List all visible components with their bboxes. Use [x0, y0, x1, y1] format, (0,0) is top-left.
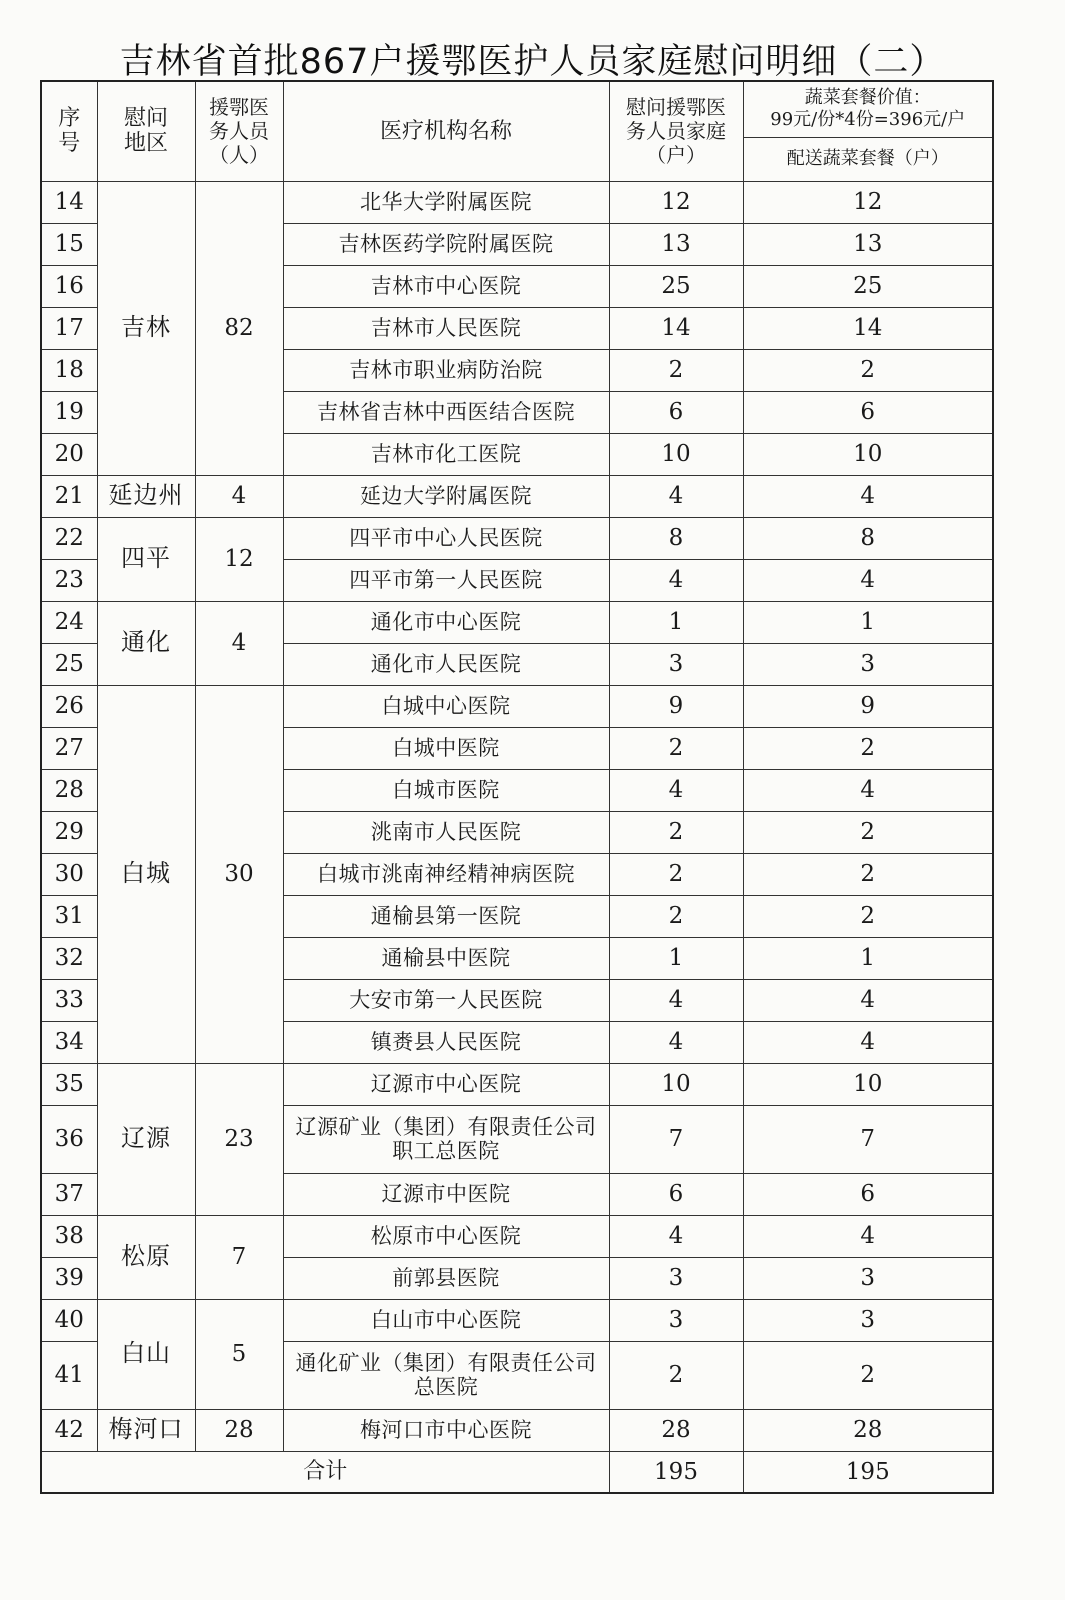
- seq-cell: 21: [41, 475, 97, 517]
- region-cell: 延边州: [97, 475, 195, 517]
- header-institution: 医疗机构名称: [283, 81, 609, 181]
- packages-cell: 9: [743, 685, 993, 727]
- total-label: 合计: [41, 1451, 609, 1493]
- seq-cell: 25: [41, 643, 97, 685]
- institution-cell: [283, 937, 609, 979]
- institution-cell: [283, 1215, 609, 1257]
- households-cell: 7: [609, 1105, 743, 1173]
- households-cell: 4: [609, 559, 743, 601]
- institution-cell: [283, 181, 609, 223]
- packages-cell: 2: [743, 811, 993, 853]
- packages-cell: 1: [743, 601, 993, 643]
- seq-cell: 37: [41, 1173, 97, 1215]
- staff-cell: 82: [195, 181, 283, 475]
- institution-name-line: 梅河口市中心医院: [360, 1417, 532, 1442]
- households-cell: 9: [609, 685, 743, 727]
- region-cell: 松原: [97, 1215, 195, 1299]
- packages-cell: 4: [743, 1021, 993, 1063]
- seq-cell: 39: [41, 1257, 97, 1299]
- households-cell: 4: [609, 979, 743, 1021]
- institution-name-line: 洮南市人民医院: [370, 819, 522, 844]
- households-cell: 4: [609, 769, 743, 811]
- region-cell: 吉林: [97, 181, 195, 475]
- seq-cell: 28: [41, 769, 97, 811]
- households-cell: 6: [609, 1173, 743, 1215]
- region-cell: 白城: [97, 685, 195, 1063]
- region-cell: 辽源: [97, 1063, 195, 1215]
- institution-cell: [283, 601, 609, 643]
- seq-cell: 16: [41, 265, 97, 307]
- institution-name-line: 吉林市职业病防治院: [349, 357, 543, 382]
- institution-name-line: 大安市第一人民医院: [349, 987, 543, 1012]
- households-cell: 12: [609, 181, 743, 223]
- institution-cell: [283, 811, 609, 853]
- packages-cell: 4: [743, 769, 993, 811]
- packages-cell: 14: [743, 307, 993, 349]
- households-cell: 6: [609, 391, 743, 433]
- households-cell: 2: [609, 727, 743, 769]
- table-row: [41, 1409, 993, 1451]
- seq-cell: 33: [41, 979, 97, 1021]
- seq-cell: 42: [41, 1409, 97, 1451]
- institution-name-line: 通榆县中医院: [381, 945, 511, 970]
- institution-cell: [283, 685, 609, 727]
- households-cell: 8: [609, 517, 743, 559]
- staff-cell: 30: [195, 685, 283, 1063]
- seq-cell: 38: [41, 1215, 97, 1257]
- seq-cell: 27: [41, 727, 97, 769]
- header-households: 慰问援鄂医 务人员家庭 （户）: [609, 81, 743, 181]
- institution-cell: [283, 559, 609, 601]
- institution-name-line: 松原市中心医院: [370, 1223, 522, 1248]
- seq-cell: 34: [41, 1021, 97, 1063]
- institution-cell: [283, 475, 609, 517]
- institution-name-line: 白城中心医院: [381, 693, 511, 718]
- institution-cell: [283, 265, 609, 307]
- households-cell: 10: [609, 433, 743, 475]
- institution-name-line: 镇赉县人民医院: [370, 1029, 522, 1054]
- packages-cell: 10: [743, 433, 993, 475]
- households-cell: 25: [609, 265, 743, 307]
- seq-cell: 15: [41, 223, 97, 265]
- detail-table: [40, 80, 994, 1494]
- institution-cell: [283, 391, 609, 433]
- households-cell: 2: [609, 895, 743, 937]
- institution-cell: [283, 223, 609, 265]
- institution-name-line: 通榆县第一医院: [370, 903, 522, 928]
- seq-cell: 19: [41, 391, 97, 433]
- institution-cell: [283, 769, 609, 811]
- seq-cell: 23: [41, 559, 97, 601]
- header-staff: 援鄂医 务人员 （人）: [195, 81, 283, 181]
- institution-name-line: 前郭县医院: [392, 1265, 500, 1290]
- households-cell: 10: [609, 1063, 743, 1105]
- table-row: [41, 475, 993, 517]
- packages-cell: 3: [743, 1257, 993, 1299]
- institution-name-line: 职工总医院: [392, 1139, 500, 1163]
- seq-cell: 31: [41, 895, 97, 937]
- region-cell: 通化: [97, 601, 195, 685]
- institution-cell: [283, 1173, 609, 1215]
- seq-cell: 35: [41, 1063, 97, 1105]
- packages-cell: 4: [743, 1215, 993, 1257]
- institution-cell: [283, 1299, 609, 1341]
- households-cell: 3: [609, 1257, 743, 1299]
- seq-cell: 22: [41, 517, 97, 559]
- institution-cell: [283, 853, 609, 895]
- packages-cell: 4: [743, 559, 993, 601]
- staff-cell: 28: [195, 1409, 283, 1451]
- households-cell: 2: [609, 349, 743, 391]
- institution-name-line: 白城中医院: [392, 735, 500, 760]
- households-cell: 1: [609, 937, 743, 979]
- seq-cell: 14: [41, 181, 97, 223]
- packages-cell: 4: [743, 979, 993, 1021]
- households-cell: 28: [609, 1409, 743, 1451]
- packages-cell: 10: [743, 1063, 993, 1105]
- region-cell: 白山: [97, 1299, 195, 1409]
- institution-name-line: 吉林市中心医院: [370, 273, 522, 298]
- page-title: 吉林省首批867户援鄂医护人员家庭慰问明细（二）: [119, 42, 946, 82]
- households-cell: 14: [609, 307, 743, 349]
- institution-name-line: 吉林市化工医院: [370, 441, 522, 466]
- institution-name-line: 四平市中心人民医院: [349, 525, 543, 550]
- institution-cell: [283, 1409, 609, 1451]
- households-cell: 2: [609, 853, 743, 895]
- institution-name-line: 通化矿业（集团）有限责任公司: [295, 1350, 597, 1375]
- institution-name-line: 吉林省吉林中西医结合医院: [317, 399, 575, 424]
- region-cell: 梅河口: [97, 1409, 195, 1451]
- packages-cell: 25: [743, 265, 993, 307]
- institution-cell: [283, 1341, 609, 1409]
- institution-name-line: 辽源市中心医院: [370, 1071, 522, 1096]
- total-households: 195: [609, 1451, 743, 1493]
- institution-name-line: 辽源市中医院: [381, 1181, 511, 1206]
- seq-cell: 26: [41, 685, 97, 727]
- institution-name-line: 吉林医药学院附属医院: [338, 231, 554, 256]
- staff-cell: 23: [195, 1063, 283, 1215]
- institution-cell: [283, 349, 609, 391]
- packages-cell: 1: [743, 937, 993, 979]
- header-seq: 序 号: [41, 81, 97, 181]
- seq-cell: 17: [41, 307, 97, 349]
- institution-cell: [283, 1105, 609, 1173]
- institution-cell: [283, 517, 609, 559]
- table-body: [41, 181, 993, 1493]
- total-packages: 195: [743, 1451, 993, 1493]
- institution-name-line: 辽源矿业（集团）有限责任公司: [295, 1114, 597, 1139]
- institution-cell: [283, 643, 609, 685]
- institution-name-line: 总医院: [413, 1375, 479, 1399]
- packages-cell: 2: [743, 1341, 993, 1409]
- packages-cell: 2: [743, 727, 993, 769]
- header-region: 慰问 地区: [97, 81, 195, 181]
- institution-name-line: 通化市中心医院: [370, 609, 522, 634]
- households-cell: 2: [609, 811, 743, 853]
- header-package-delivered: 配送蔬菜套餐（户）: [743, 137, 993, 181]
- staff-cell: 4: [195, 475, 283, 517]
- institution-name-line: 四平市第一人民医院: [349, 567, 543, 592]
- households-cell: 3: [609, 643, 743, 685]
- institution-cell: [283, 1063, 609, 1105]
- institution-name-line: 白城市洮南神经精神病医院: [317, 861, 575, 886]
- seq-cell: 20: [41, 433, 97, 475]
- table-header: [41, 81, 993, 181]
- packages-cell: 8: [743, 517, 993, 559]
- institution-name-line: 白城市医院: [392, 777, 500, 802]
- table-row: [41, 685, 993, 727]
- packages-cell: 6: [743, 391, 993, 433]
- seq-cell: 18: [41, 349, 97, 391]
- staff-cell: 4: [195, 601, 283, 685]
- institution-cell: [283, 433, 609, 475]
- packages-cell: 4: [743, 475, 993, 517]
- packages-cell: 7: [743, 1105, 993, 1173]
- region-cell: 四平: [97, 517, 195, 601]
- table-row: [41, 1299, 993, 1341]
- packages-cell: 2: [743, 349, 993, 391]
- institution-name-line: 延边大学附属医院: [360, 483, 532, 508]
- institution-cell: [283, 1257, 609, 1299]
- seq-cell: 29: [41, 811, 97, 853]
- institution-name-line: 北华大学附属医院: [360, 189, 532, 214]
- households-cell: 4: [609, 1021, 743, 1063]
- packages-cell: 6: [743, 1173, 993, 1215]
- packages-cell: 3: [743, 643, 993, 685]
- institution-cell: [283, 979, 609, 1021]
- institution-cell: [283, 727, 609, 769]
- households-cell: 4: [609, 1215, 743, 1257]
- households-cell: 4: [609, 475, 743, 517]
- packages-cell: 2: [743, 853, 993, 895]
- staff-cell: 7: [195, 1215, 283, 1299]
- households-cell: 1: [609, 601, 743, 643]
- table-row: [41, 517, 993, 559]
- institution-cell: [283, 1021, 609, 1063]
- institution-cell: [283, 307, 609, 349]
- packages-cell: 3: [743, 1299, 993, 1341]
- institution-cell: [283, 895, 609, 937]
- institution-name-line: 通化市人民医院: [370, 651, 522, 676]
- staff-cell: 12: [195, 517, 283, 601]
- table-row: [41, 601, 993, 643]
- seq-cell: 30: [41, 853, 97, 895]
- institution-name-line: 吉林市人民医院: [370, 315, 522, 340]
- households-cell: 3: [609, 1299, 743, 1341]
- table-row: [41, 1215, 993, 1257]
- households-cell: 2: [609, 1341, 743, 1409]
- seq-cell: 32: [41, 937, 97, 979]
- seq-cell: 40: [41, 1299, 97, 1341]
- institution-name-line: 白山市中心医院: [370, 1307, 522, 1332]
- table-row: [41, 181, 993, 223]
- seq-cell: 24: [41, 601, 97, 643]
- packages-cell: 28: [743, 1409, 993, 1451]
- staff-cell: 5: [195, 1299, 283, 1409]
- seq-cell: 41: [41, 1341, 97, 1409]
- header-package-value: 蔬菜套餐价值： 99元/份*4份=396元/户: [743, 81, 993, 137]
- packages-cell: 2: [743, 895, 993, 937]
- households-cell: 13: [609, 223, 743, 265]
- packages-cell: 12: [743, 181, 993, 223]
- packages-cell: 13: [743, 223, 993, 265]
- seq-cell: 36: [41, 1105, 97, 1173]
- table-row: [41, 1063, 993, 1105]
- total-row: [41, 1451, 993, 1493]
